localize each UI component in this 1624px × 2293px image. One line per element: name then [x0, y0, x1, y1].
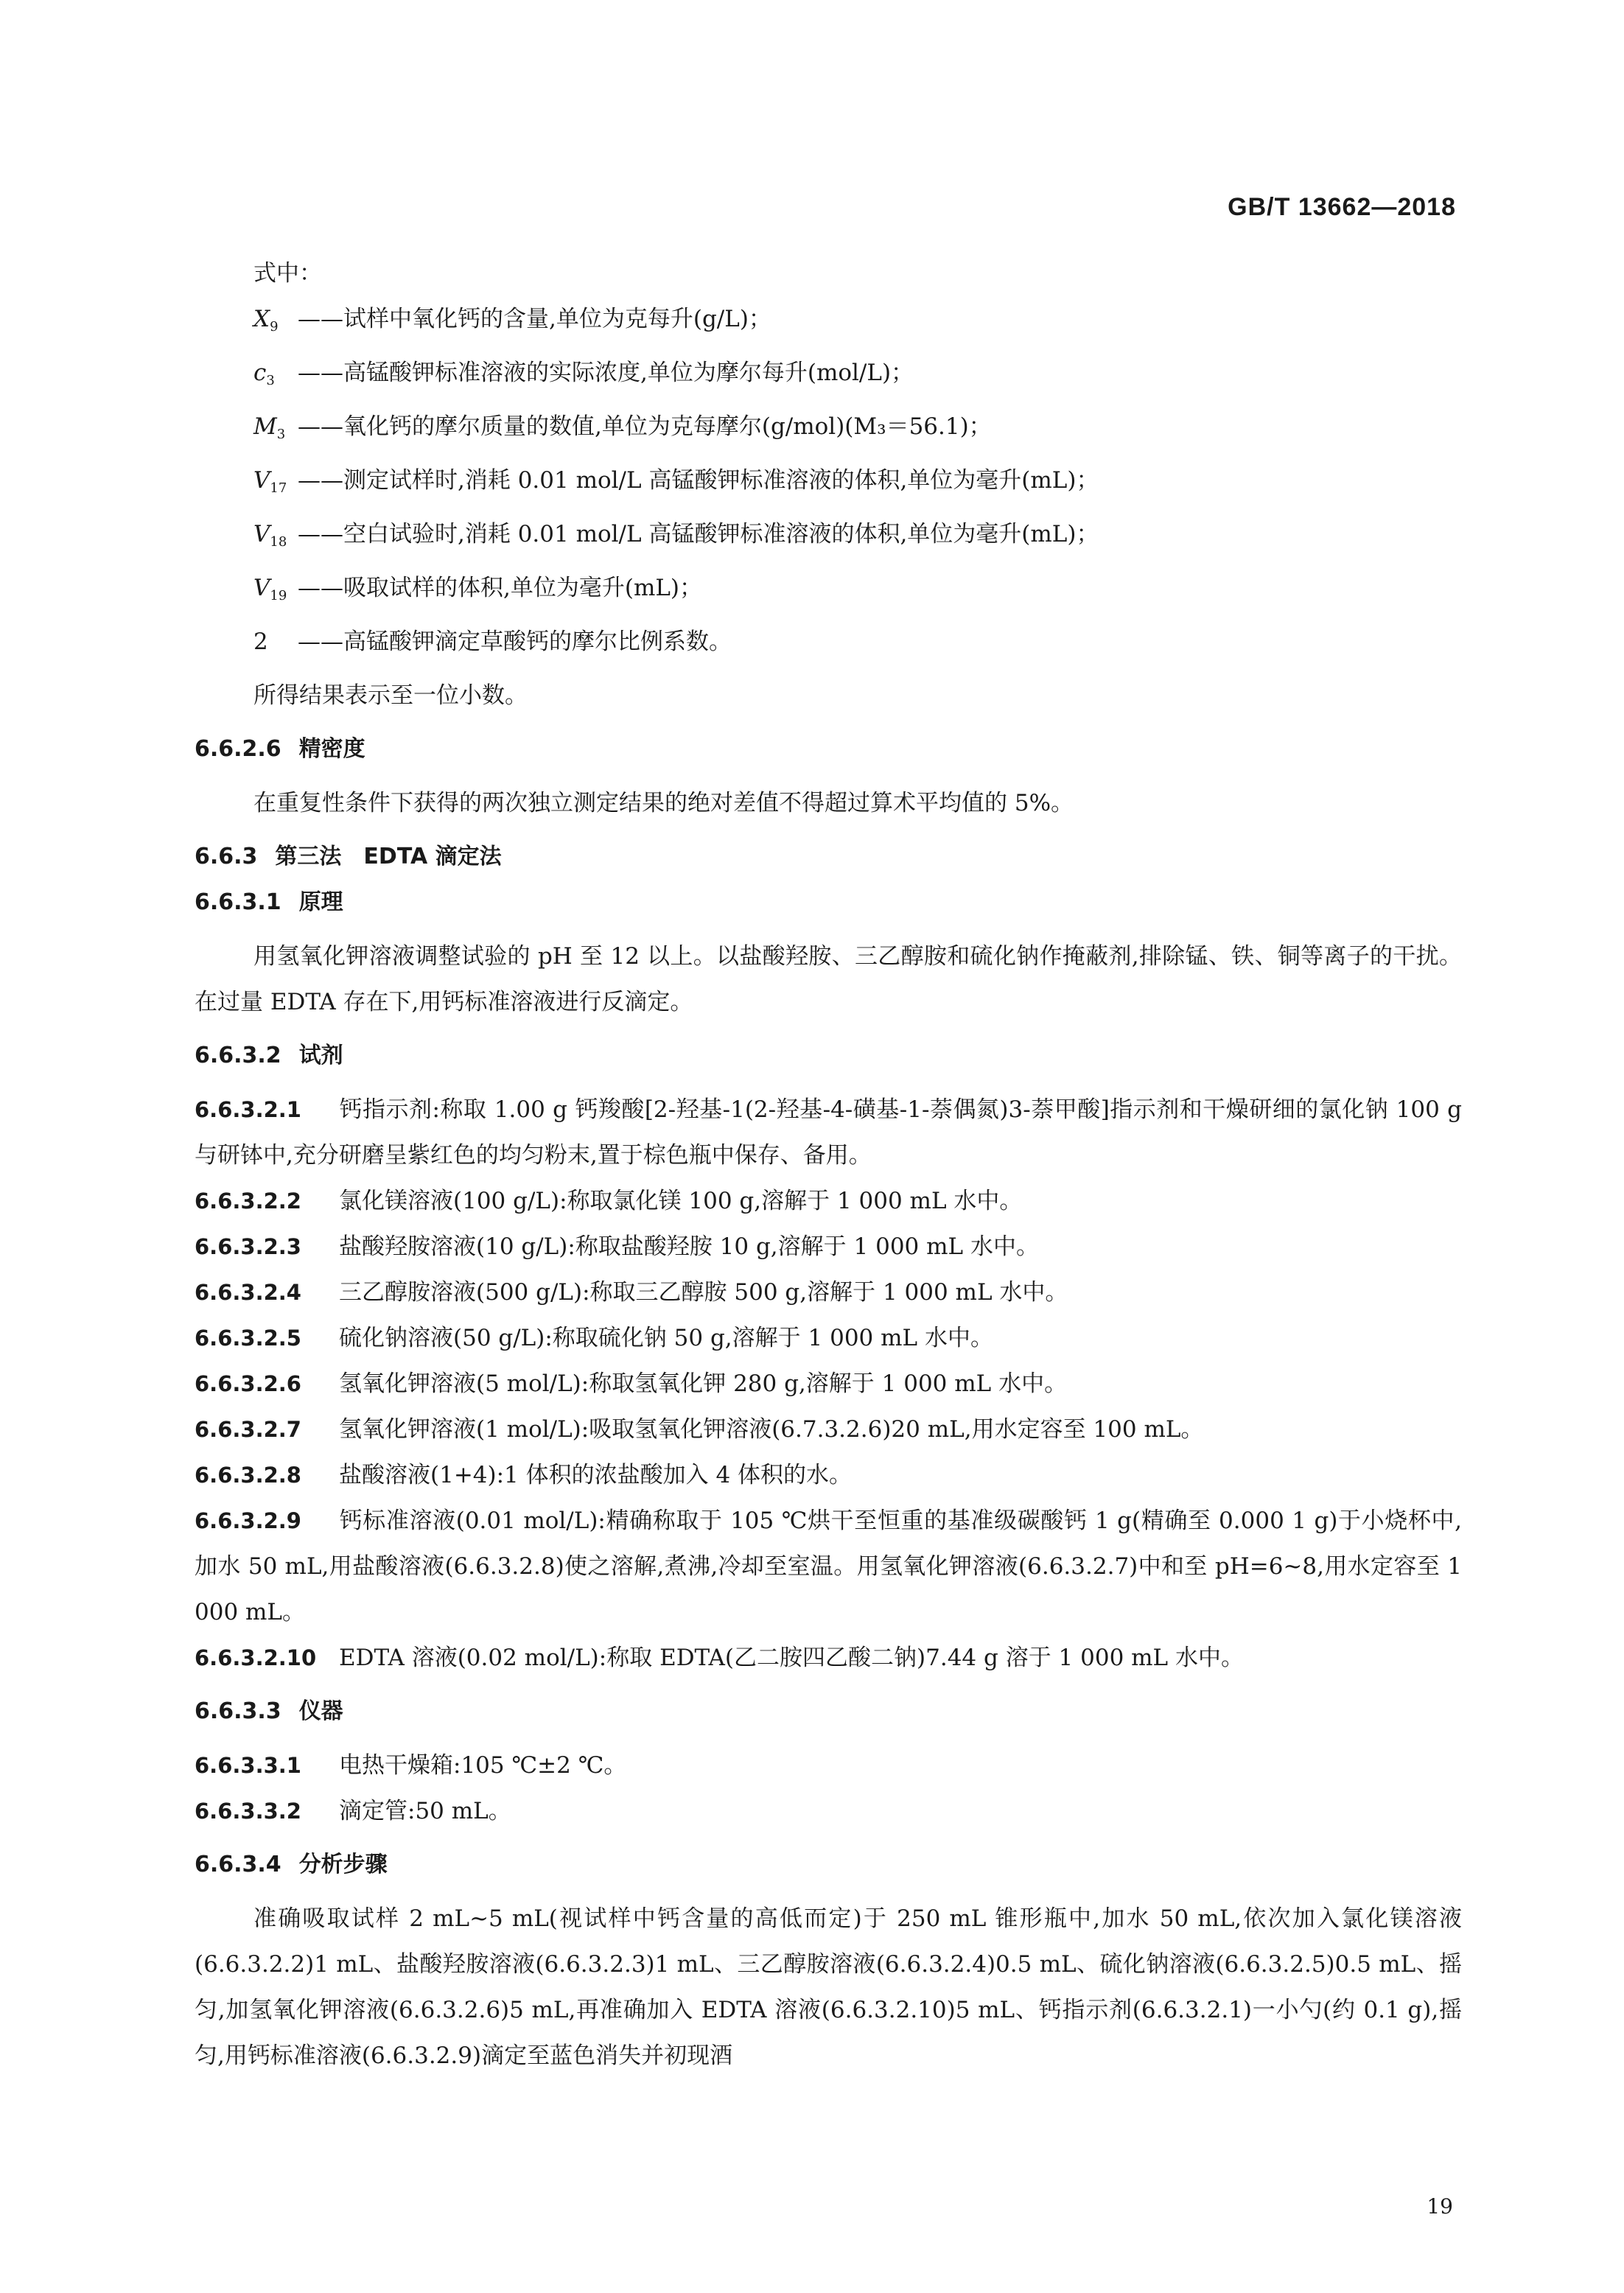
- variable-symbol: $V_{19}$: [253, 575, 287, 603]
- section-heading: [195, 842, 1462, 872]
- item-number: 6.6.3.2.3: [195, 1234, 301, 1259]
- variable-description: ——试样中氧化钙的含量,单位为克每升(g/L)；: [298, 306, 771, 332]
- principle-paragraph: 用氢氧化钾溶液调整试验的 pH 至 12 以上。以盐酸羟胺、三乙醇胺和硫化钠作掩蔽剂,排除锰、铁、铜等离子的干扰。在过量 EDTA 存在下,用钙标准溶液进行反滴定。: [195, 943, 1462, 1015]
- variable-row: [195, 350, 1462, 404]
- section-heading: [195, 1041, 1462, 1071]
- item-number: 6.6.3.2.5: [195, 1326, 301, 1351]
- item-text: 钙指示剂:称取 1.00 g 钙羧酸[2-羟基-1(2-羟基-4-磺基-1-萘偶氮)3-萘甲酸]指示剂和干燥研细的氯化钠 100 g 与研钵中,充分研磨呈紫红色的均匀粉末,置于棕色瓶中保存、备用。: [195, 1096, 1462, 1169]
- instrument-item: [195, 1743, 1462, 1788]
- page-number: 19: [1427, 2194, 1453, 2219]
- reagent-item: [195, 1270, 1462, 1315]
- variable-symbol: $M_3$: [253, 413, 286, 442]
- section-heading: [195, 1697, 1462, 1726]
- section-heading: [195, 1850, 1462, 1880]
- item-number: 6.6.3.2.4: [195, 1280, 301, 1305]
- item-number: 6.6.3.2.2: [195, 1188, 301, 1214]
- item-number: 6.6.3.2.1: [195, 1097, 301, 1122]
- where-label: 式中：: [253, 260, 322, 287]
- variable-description: ——空白试验时,消耗 0.01 mol/L 高锰酸钾标准溶液的体积,单位为毫升(mL)；: [298, 521, 1099, 547]
- item-number: 6.6.3.2.6: [195, 1371, 301, 1396]
- item-number: 6.6.3.3.2: [195, 1799, 301, 1824]
- item-number: 6.6.3.2.10: [195, 1645, 317, 1670]
- variable-description: ——氧化钙的摩尔质量的数值,单位为克每摩尔(g/mol)(M₃＝56.1)；: [298, 413, 992, 440]
- variable-symbol: $X_9$: [253, 306, 279, 335]
- variable-description: ——吸取试样的体积,单位为毫升(mL)；: [298, 575, 703, 601]
- section-number: 6.6.3.1: [195, 889, 281, 915]
- item-text: 盐酸溶液(1+4):1 体积的浓盐酸加入 4 体积的水。: [339, 1462, 853, 1488]
- section-number: 6.6.3.4: [195, 1852, 281, 1877]
- variable-row: [195, 565, 1462, 619]
- variable-row: [195, 511, 1462, 565]
- section-title: 分析步骤: [298, 1852, 388, 1877]
- section-heading: [195, 735, 1462, 764]
- reagent-item: [195, 1315, 1462, 1361]
- item-number: 6.6.3.3.1: [195, 1753, 301, 1778]
- section-number: 6.6.3.2: [195, 1043, 281, 1068]
- reagent-item: [195, 1361, 1462, 1407]
- reagent-item: [195, 1087, 1462, 1178]
- item-text: 钙标准溶液(0.01 mol/L):精确称取于 105 ℃烘干至恒重的基准级碳酸钙 1 g(精确至 0.000 1 g)于小烧杯中,加水 50 mL,用盐酸溶液(6.6.3.2.8)使之溶解,煮沸,冷却至室温。用氢氧化钾溶液(6.6.3.2.7)中和至 pH=6~8,用水定容至 1 000 mL。: [195, 1508, 1462, 1625]
- section-number: 6.6.3: [195, 844, 258, 869]
- standard-number: GB/T 13662—2018: [1228, 193, 1456, 221]
- item-text: 电热干燥箱:105 ℃±2 ℃。: [339, 1752, 627, 1779]
- item-number: 6.6.3.2.9: [195, 1508, 301, 1533]
- item-text: 盐酸羟胺溶液(10 g/L):称取盐酸羟胺 10 g,溶解于 1 000 mL 水中。: [339, 1233, 1039, 1260]
- variable-symbol: 2: [253, 629, 268, 655]
- variable-row: [195, 296, 1462, 350]
- item-text: 氯化镁溶液(100 g/L):称取氯化镁 100 g,溶解于 1 000 mL 水中。: [339, 1188, 1023, 1214]
- reagent-item: [195, 1635, 1462, 1681]
- item-text: 滴定管:50 mL。: [339, 1798, 511, 1824]
- item-text: 氢氧化钾溶液(5 mol/L):称取氢氧化钾 280 g,溶解于 1 000 mL 水中。: [339, 1370, 1068, 1397]
- section-title: 精密度: [298, 736, 365, 762]
- variable-row: [195, 619, 1462, 673]
- item-text: EDTA 溶液(0.02 mol/L):称取 EDTA(乙二胺四乙酸二钠)7.44 g 溶于 1 000 mL 水中。: [339, 1645, 1244, 1671]
- result-note: 所得结果表示至一位小数。: [253, 682, 528, 709]
- item-text: 氢氧化钾溶液(1 mol/L):吸取氢氧化钾溶液(6.7.3.2.6)20 mL,用水定容至 100 mL。: [339, 1416, 1204, 1443]
- section-number: 6.6.2.6: [195, 736, 281, 762]
- reagent-item: [195, 1224, 1462, 1270]
- instrument-item: [195, 1788, 1462, 1834]
- variable-description: ——高锰酸钾标准溶液的实际浓度,单位为摩尔每升(mol/L)；: [298, 360, 914, 386]
- item-text: 三乙醇胺溶液(500 g/L):称取三乙醇胺 500 g,溶解于 1 000 mL 水中。: [339, 1279, 1068, 1306]
- section-heading: [195, 888, 1462, 917]
- reagent-item: [195, 1178, 1462, 1224]
- section-title: 试剂: [298, 1043, 343, 1068]
- section-title: 第三法 EDTA 滴定法: [275, 844, 502, 869]
- page-content: [195, 251, 1462, 2079]
- reagent-item: [195, 1407, 1462, 1452]
- section-title: 原理: [298, 889, 343, 915]
- variable-symbol: $V_{17}$: [253, 467, 287, 496]
- variable-symbol: $c_3$: [253, 360, 275, 388]
- section-number: 6.6.3.3: [195, 1698, 281, 1724]
- precision-paragraph: 在重复性条件下获得的两次独立测定结果的绝对差值不得超过算术平均值的 5%。: [253, 790, 1074, 816]
- variable-row: [195, 458, 1462, 511]
- variable-symbol: $V_{18}$: [253, 521, 287, 550]
- procedure-paragraph: 准确吸取试样 2 mL~5 mL(视试样中钙含量的高低而定)于 250 mL 锥形瓶中,加水 50 mL,依次加入氯化镁溶液(6.6.3.2.2)1 mL、盐酸羟胺溶液(6.6.3.2.3)1 mL、三乙醇胺溶液(6.6.3.2.4)0.5 mL、硫化钠溶液(6.6.3.2.5)0.5 mL、摇匀,加氢氧化钾溶液(6.6.3.2.6)5 mL,再准确加入 EDTA 溶液(6.6.3.2.10)5 mL、钙指示剂(6.6.3.2.1)一小勺(约 0.1 g),摇匀,用钙标准溶液(6.6.3.2.9)滴定至蓝色消失并初现酒: [195, 1905, 1462, 2069]
- item-number: 6.6.3.2.7: [195, 1417, 301, 1442]
- reagent-item: [195, 1452, 1462, 1498]
- item-number: 6.6.3.2.8: [195, 1463, 301, 1488]
- variable-description: ——高锰酸钾滴定草酸钙的摩尔比例系数。: [298, 629, 732, 655]
- variable-row: [195, 404, 1462, 458]
- item-text: 硫化钠溶液(50 g/L):称取硫化钠 50 g,溶解于 1 000 mL 水中。: [339, 1325, 993, 1351]
- variable-description: ——测定试样时,消耗 0.01 mol/L 高锰酸钾标准溶液的体积,单位为毫升(mL)；: [298, 467, 1099, 494]
- section-title: 仪器: [298, 1698, 343, 1724]
- reagent-item: [195, 1498, 1462, 1635]
